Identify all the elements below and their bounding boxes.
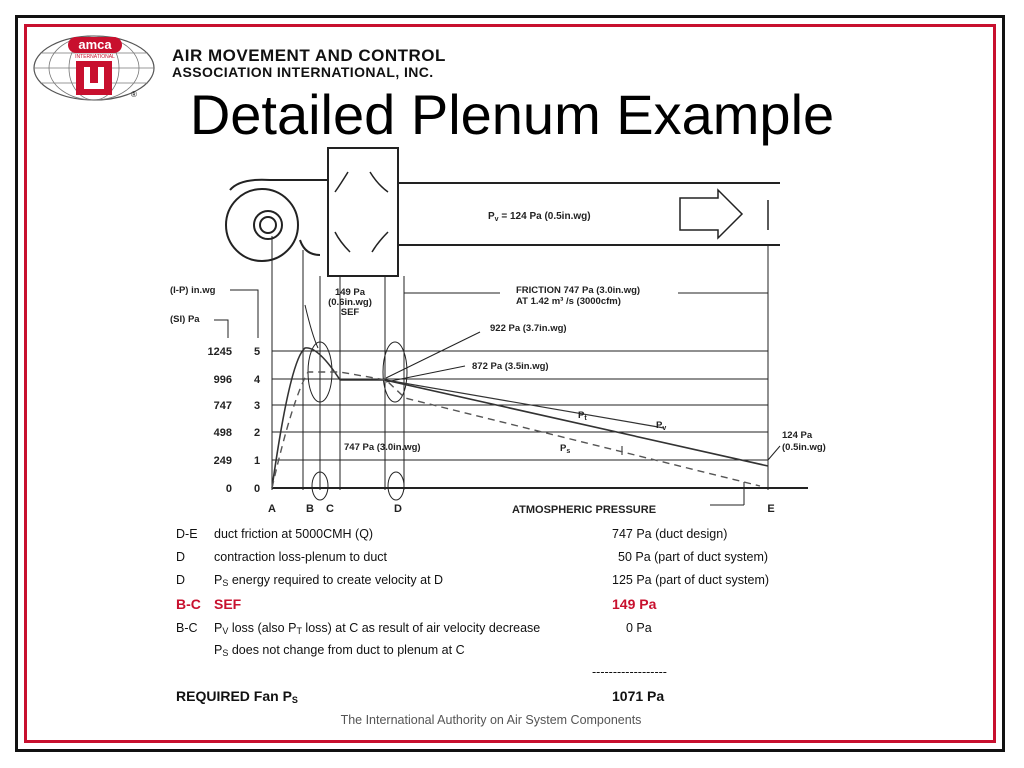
registered-mark: ® (131, 90, 137, 99)
table-row-highlight (0, 596, 1024, 614)
row-desc: contraction loss-plenum to duct (214, 550, 388, 564)
desc-post: loss) at C as result of air velocity decrease (301, 621, 541, 635)
row-desc (214, 573, 443, 588)
desc-pre: P (214, 621, 223, 635)
si-axis-label: (SI) Pa (170, 314, 200, 325)
svg-text:Pv = 124 Pa (0.5in.wg) (488, 211, 591, 223)
ps-sub: s (566, 448, 571, 455)
table-row (0, 573, 1024, 591)
ip-tick-label: 0 (254, 483, 261, 495)
ip-tick-label: 4 (254, 374, 261, 386)
label-124-2: (0.5in.wg) (782, 442, 826, 453)
desc-pre: P (214, 573, 223, 587)
footer-tagline: The International Authority on Air System Components (340, 713, 642, 727)
row-value: 125 Pa (part of duct system) (612, 573, 770, 587)
row-code: D (176, 550, 186, 564)
pt-sub: t (584, 415, 587, 422)
ip-tick-label: 5 (254, 346, 261, 358)
ip-axis-label: (I-P) in.wg (170, 285, 216, 296)
desc-sub: S (222, 578, 229, 588)
svg-text:Ps (560, 443, 570, 455)
desc-post: energy required to create velocity at D (228, 573, 444, 587)
row-code: B-C (176, 621, 198, 635)
org-name-line1: AIR MOVEMENT AND CONTROL (172, 46, 446, 65)
table-row (0, 643, 1024, 661)
label-747: 747 Pa (3.0in.wg) (344, 442, 421, 453)
row-desc: SEF (214, 596, 242, 612)
org-name-line2: ASSOCIATION INTERNATIONAL, INC. (172, 64, 434, 80)
row-value: 50 Pa (part of duct system) (618, 550, 769, 564)
si-tick-label: 498 (213, 427, 232, 439)
point-label-d: D (394, 503, 402, 515)
pt-label: P (578, 410, 585, 421)
ip-tick-label: 2 (254, 427, 261, 439)
friction-label-1: FRICTION 747 Pa (3.0in.wg) (516, 285, 641, 296)
total-label (176, 688, 298, 705)
pv-sub: v (494, 216, 499, 223)
ip-tick-label: 1 (254, 455, 261, 467)
label-872: 872 Pa (3.5in.wg) (472, 361, 549, 372)
si-tick-label: 996 (213, 374, 232, 386)
plenum-box (328, 148, 398, 276)
label-124-1: 124 Pa (782, 430, 813, 441)
velocity-pressure-curve (386, 380, 664, 428)
ip-tick-label: 3 (254, 400, 261, 412)
logo-subtext: INTERNATIONAL (75, 54, 115, 60)
desc-pre: P (214, 643, 223, 657)
fan-inlet (254, 211, 282, 239)
label-922: 922 Pa (3.7in.wg) (490, 323, 567, 334)
friction-label-2: AT 1.42 m³ /s (3000cfm) (516, 296, 621, 307)
si-tick-label: 747 (213, 400, 232, 412)
row-code: D (176, 573, 186, 587)
sef-label-1: 149 Pa (334, 287, 366, 298)
page-title: Detailed Plenum Example (189, 83, 835, 146)
divider-text: ------------------ (592, 665, 667, 679)
row-value: 747 Pa (duct design) (612, 527, 728, 541)
point-label-c: C (326, 503, 334, 515)
desc-sub: V (222, 626, 229, 636)
desc-post: does not change from duct to plenum at C (228, 643, 465, 657)
si-tick-label: 0 (225, 483, 232, 495)
svg-text:Pt (578, 410, 587, 422)
table-row (0, 527, 1024, 545)
si-tick-label: 249 (213, 455, 232, 467)
atmospheric-label: ATMOSPHERIC PRESSURE (512, 504, 657, 516)
svg-text:Pv (656, 420, 666, 432)
fan-housing (226, 189, 298, 261)
row-code: B-C (176, 596, 201, 612)
table-total-row (0, 688, 1024, 706)
si-tick-label: 1245 (207, 346, 232, 358)
desc-sub: S (222, 648, 229, 658)
static-pressure-curve (272, 372, 760, 488)
row-desc (214, 621, 540, 636)
total-value: 1071 Pa (612, 688, 665, 704)
pv-curve-sub: v (662, 425, 667, 432)
table-row (0, 550, 1024, 568)
sef-label-3: SEF (340, 307, 360, 318)
logo-text: amca (78, 37, 112, 52)
total-label-sub: S (291, 695, 298, 705)
sef-label-2: (0.6in.wg) (328, 297, 372, 308)
row-desc (214, 643, 465, 658)
table-divider (0, 665, 1024, 683)
point-label-b: B (306, 503, 314, 515)
point-label-e: E (767, 503, 775, 515)
table-row (0, 621, 1024, 639)
ps-label: P (560, 443, 567, 454)
row-desc: duct friction at 5000CMH (Q) (214, 527, 374, 541)
pv-label: P (488, 211, 495, 222)
point-label-a: A (268, 503, 276, 515)
row-value: 0 Pa (626, 621, 652, 635)
desc-sub2: T (296, 626, 302, 636)
row-value: 149 Pa (612, 596, 657, 612)
pv-value: = 124 Pa (0.5in.wg) (498, 211, 591, 222)
pv-curve-label: P (656, 420, 663, 431)
desc-mid: loss (also P (228, 621, 297, 635)
airflow-arrow-icon (680, 190, 742, 238)
total-label-text: REQUIRED Fan P (176, 688, 292, 704)
row-code: D-E (176, 527, 198, 541)
